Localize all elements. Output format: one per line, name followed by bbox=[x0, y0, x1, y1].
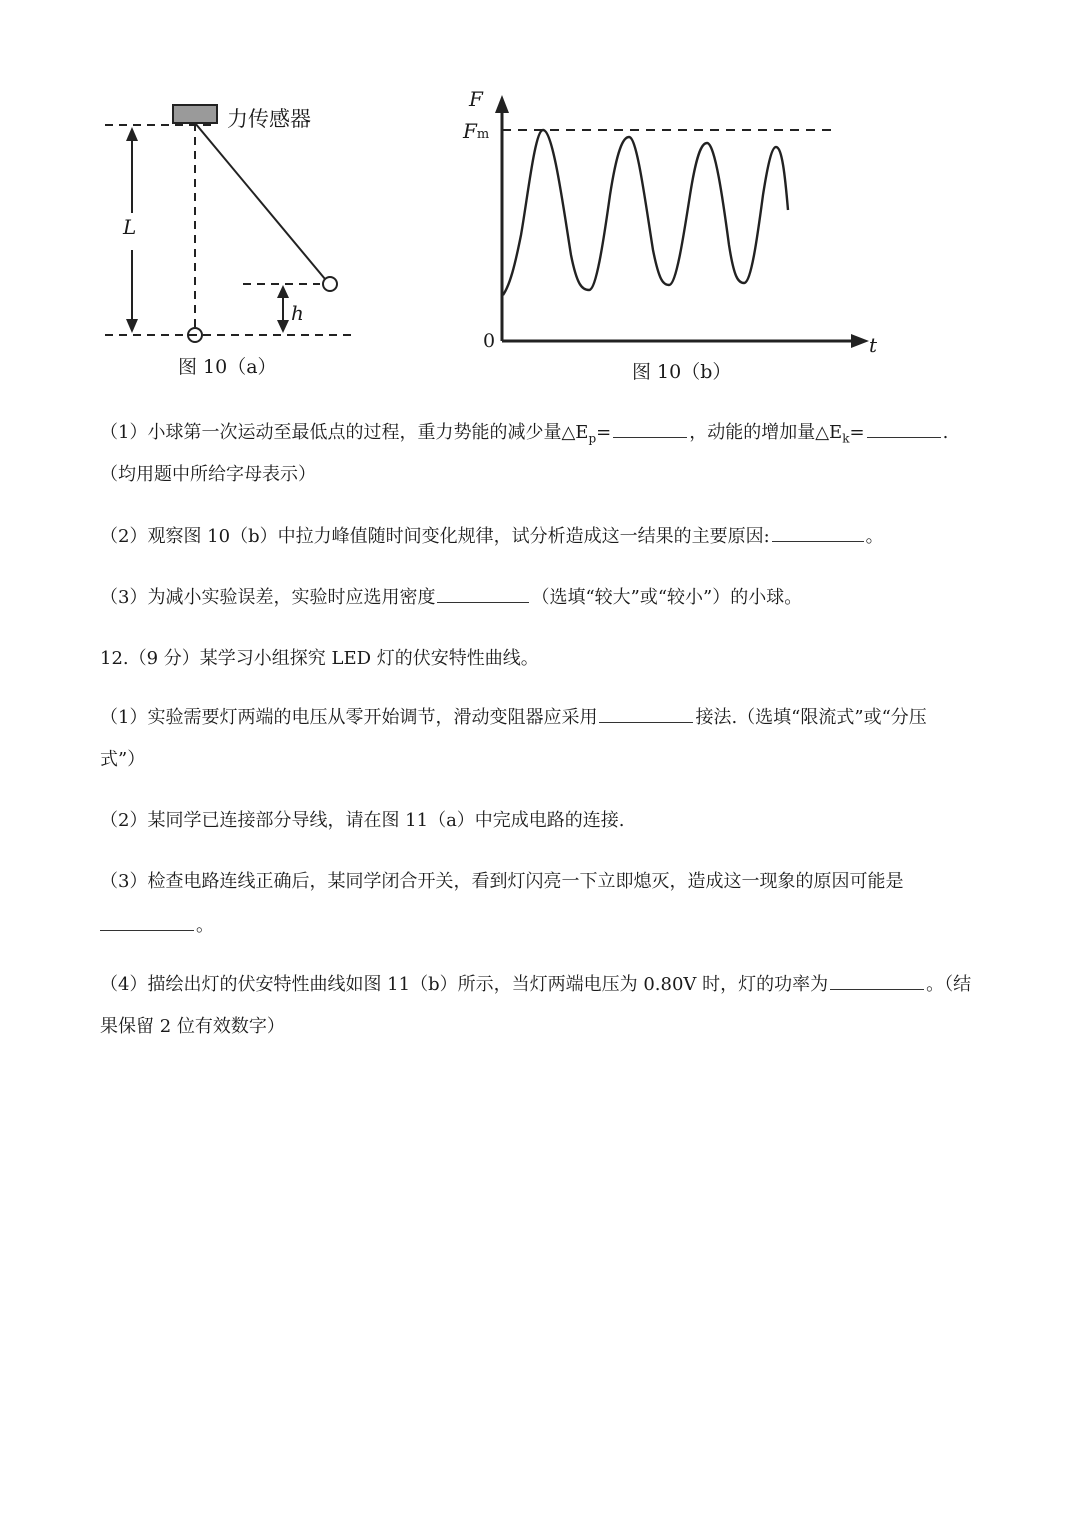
force-curve bbox=[503, 130, 788, 295]
q12-part4: （4）描绘出灯的伏安特性曲线如图 11（b）所示，当灯两端电压为 0.80V 时，灯的功率为 。（结 bbox=[100, 974, 972, 995]
q12-part3-line2: 。 bbox=[100, 905, 984, 947]
q12-part1-line2: 式”） bbox=[100, 749, 146, 770]
q11-part2: （2）观察图 10（b）中拉力峰值随时间变化规律，试分析造成这一结果的主要原因: 。 bbox=[100, 526, 884, 547]
q11-part1-line2: （均用题中所给字母表示） bbox=[100, 464, 316, 485]
figure-10b-caption: 图 10（b） bbox=[632, 361, 732, 383]
fm-label: Fm bbox=[463, 119, 490, 143]
x-axis-label: t bbox=[869, 333, 878, 357]
figure-10b bbox=[455, 85, 885, 365]
y-axis-label: F bbox=[469, 87, 483, 111]
figure-10a-caption: 图 10（a） bbox=[178, 356, 277, 378]
origin-label: 0 bbox=[483, 330, 496, 352]
sensor-label: 力传感器 bbox=[227, 107, 311, 131]
q12-part3: （3）检查电路连线正确后，某同学闭合开关，看到灯闪亮一下立即熄灭，造成这一现象的原因可能是 bbox=[100, 871, 904, 892]
answer-blank-ek[interactable] bbox=[867, 436, 941, 438]
answer-blank-density[interactable] bbox=[437, 601, 529, 603]
force-time-graph bbox=[455, 85, 885, 365]
q11-part3: （3）为减小实验误差，实验时应选用密度 （选填“较大”或“较小”）的小球。 bbox=[100, 587, 803, 608]
q12-part1: （1）实验需要灯两端的电压从零开始调节，滑动变阻器应采用 接法.（选填“限流式”或“分压 bbox=[100, 707, 927, 728]
ball-displaced bbox=[323, 277, 337, 291]
sensor-box bbox=[173, 105, 217, 123]
length-label: L bbox=[123, 215, 137, 239]
answer-blank-ep[interactable] bbox=[613, 436, 687, 438]
q12-part2: （2）某同学已连接部分导线，请在图 11（a）中完成电路的连接. bbox=[100, 810, 625, 831]
answer-blank-cause[interactable] bbox=[100, 929, 194, 931]
figure-10a bbox=[95, 95, 465, 385]
answer-blank-reason[interactable] bbox=[772, 540, 864, 542]
q12-part4-line2: 果保留 2 位有效数字） bbox=[100, 1016, 285, 1037]
pendulum-diagram bbox=[95, 95, 465, 385]
q11-part1: （1）小球第一次运动至最低点的过程，重力势能的减少量$\triangle E_p=$ ，动能的增加量$\triangle E_k=$ . bbox=[100, 422, 949, 446]
q12-title: 12.（9 分）某学习小组探究 LED 灯的伏安特性曲线。 bbox=[100, 648, 539, 669]
answer-blank-power[interactable] bbox=[830, 988, 924, 990]
answer-blank-connection[interactable] bbox=[599, 721, 693, 723]
height-label: h bbox=[291, 301, 304, 325]
